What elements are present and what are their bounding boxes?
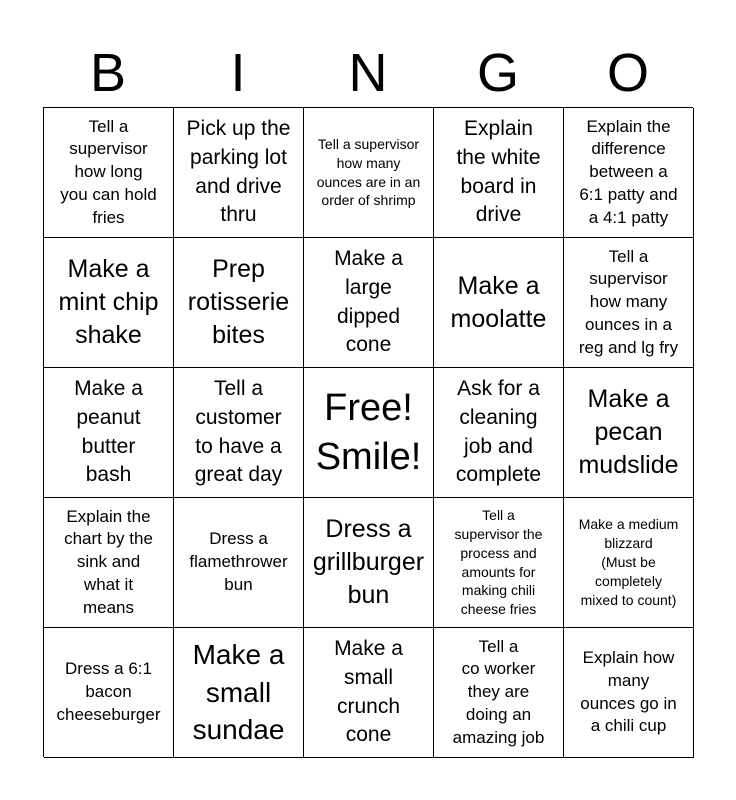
bingo-cell-free[interactable] <box>304 368 434 498</box>
cell-text: Tell a co worker they are doing an amazing job <box>452 636 545 747</box>
bingo-cell-r3c2[interactable] <box>174 368 304 498</box>
cell-text: Free! Smile! <box>315 386 422 478</box>
cell-text: Make a peanut butter bash <box>74 377 143 487</box>
cell-text: Explain the white board in drive <box>456 117 541 227</box>
bingo-cell-r4c3[interactable] <box>304 498 434 628</box>
bingo-cell-r3c4[interactable] <box>434 368 564 498</box>
bingo-cell-r4c5[interactable] <box>564 498 694 628</box>
cell-text: Make a large dipped cone <box>334 247 403 357</box>
cell-text: Prep rotisserie bites <box>187 255 290 349</box>
cell-text: Make a small sundae <box>192 638 285 746</box>
header-letter-n: N <box>348 43 388 103</box>
bingo-cell-r5c5[interactable] <box>564 628 694 758</box>
bingo-cell-r5c4[interactable] <box>434 628 564 758</box>
cell-text: Dress a 6:1 bacon cheeseburger <box>56 659 161 724</box>
cell-text: Explain how many ounces go in a chili cup <box>580 647 677 736</box>
bingo-cell-r4c1[interactable] <box>44 498 174 628</box>
bingo-cell-r2c2[interactable] <box>174 238 304 368</box>
bingo-cell-r1c1[interactable] <box>44 108 174 238</box>
cell-text: Dress a grillburger bun <box>312 515 425 609</box>
bingo-cell-r5c1[interactable] <box>44 628 174 758</box>
cell-text: Explain the chart by the sink and what it means <box>64 506 153 617</box>
header-letter-i: I <box>230 43 246 103</box>
header-letter-b: B <box>89 43 127 103</box>
bingo-cell-r1c4[interactable] <box>434 108 564 238</box>
header-letter-g: G <box>476 43 519 103</box>
bingo-cell-r5c2[interactable] <box>174 628 304 758</box>
cell-text: Tell a supervisor how long you can hold fries <box>60 116 157 227</box>
bingo-cell-r3c5[interactable] <box>564 368 694 498</box>
cell-text: Tell a supervisor how many ounces in a reg and lg fry <box>578 246 679 357</box>
cell-text: Make a pecan mudslide <box>578 385 679 479</box>
bingo-cell-r2c1[interactable] <box>44 238 174 368</box>
cell-text: Make a medium blizzard (Must be completely mixed to count) <box>578 516 679 608</box>
bingo-cell-r4c2[interactable] <box>174 498 304 628</box>
bingo-cell-r3c1[interactable] <box>44 368 174 498</box>
bingo-cell-r4c4[interactable] <box>434 498 564 628</box>
cell-text: Pick up the parking lot and drive thru <box>186 117 291 227</box>
cell-text: Dress a flamethrower bun <box>189 529 288 594</box>
cell-text: Explain the difference between a 6:1 patty and a 4:1 patty <box>579 116 678 227</box>
cell-text: Tell a supervisor the process and amounts for making chili cheese fries <box>454 506 543 618</box>
bingo-cell-r5c3[interactable] <box>304 628 434 758</box>
cell-text: Make a moolatte <box>450 271 547 333</box>
bingo-header <box>43 42 693 104</box>
bingo-cell-r2c4[interactable] <box>434 238 564 368</box>
header-letter-o: O <box>606 43 649 103</box>
bingo-card <box>43 107 693 757</box>
cell-text: Ask for a cleaning job and complete <box>455 377 542 487</box>
bingo-cell-r2c3[interactable] <box>304 238 434 368</box>
bingo-cell-r1c3[interactable] <box>304 108 434 238</box>
bingo-cell-r1c5[interactable] <box>564 108 694 238</box>
bingo-cell-r2c5[interactable] <box>564 238 694 368</box>
cell-text: Tell a customer to have a great day <box>194 377 283 487</box>
bingo-cell-r1c2[interactable] <box>174 108 304 238</box>
cell-text: Tell a supervisor how many ounces are in an order of shrimp <box>316 135 421 209</box>
cell-text: Make a mint chip shake <box>58 255 159 349</box>
cell-text: Make a small crunch cone <box>334 637 403 747</box>
